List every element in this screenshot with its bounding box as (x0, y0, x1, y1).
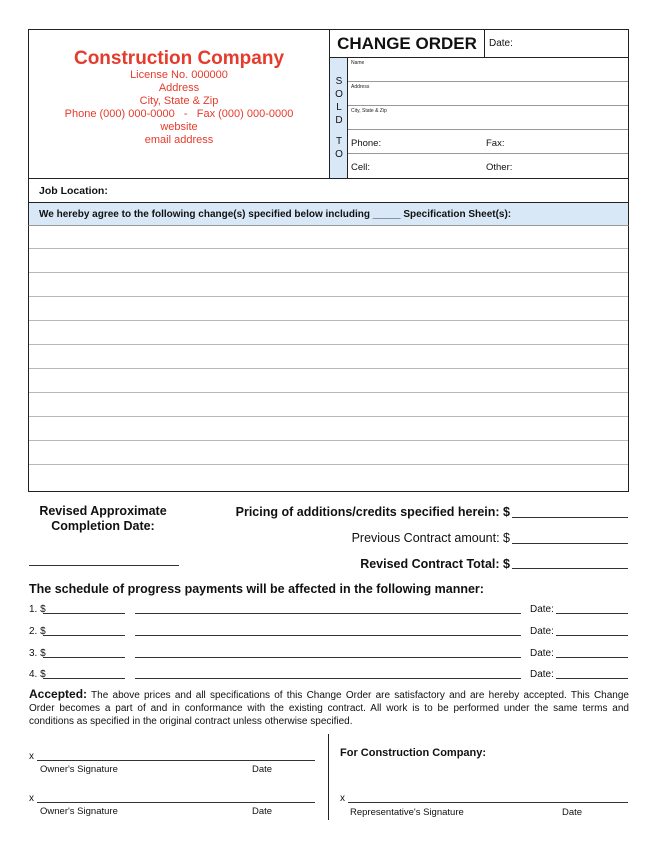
representative-signature-line[interactable] (348, 802, 628, 803)
sold-address-field[interactable] (348, 82, 628, 106)
header-box (28, 29, 629, 179)
description-line (29, 344, 628, 345)
form-title: CHANGE ORDER (329, 30, 484, 58)
company-city: City, State & Zip (139, 95, 219, 107)
company-address: Address (158, 82, 200, 94)
description-line (29, 392, 628, 393)
sold-letter: D (335, 115, 343, 126)
payment-amount-line[interactable] (43, 613, 125, 614)
description-line (29, 248, 628, 249)
revised-total-label: Revised Contract Total: $ (360, 557, 510, 571)
payment-amount-line[interactable] (43, 657, 125, 658)
additions-amount-line[interactable] (512, 517, 628, 518)
sold-name-field[interactable] (348, 58, 628, 82)
description-line (29, 368, 628, 369)
payment-description-line[interactable] (135, 678, 521, 679)
payment-amount-line[interactable] (43, 678, 125, 679)
description-line (29, 440, 628, 441)
acceptance-paragraph (29, 688, 629, 728)
sold-other-label: Other: (486, 162, 513, 173)
company-email: email address (144, 134, 214, 146)
sold-phone-row (348, 130, 628, 154)
sold-letter: T (335, 136, 343, 147)
payment-date-line[interactable] (556, 635, 628, 636)
sold-letter: O (335, 149, 343, 160)
payment-label: 4. $ (29, 669, 46, 680)
payment-description-line[interactable] (135, 657, 521, 658)
payment-date-label: Date: (530, 604, 554, 615)
description-line (29, 272, 628, 273)
payment-date-label: Date: (530, 669, 554, 680)
x-mark: x (340, 793, 345, 804)
completion-date-line[interactable] (29, 565, 179, 566)
owner-signature-label: Owner's Signature (40, 764, 118, 775)
x-mark: x (29, 751, 34, 762)
previous-amount-line[interactable] (512, 543, 628, 544)
accepted-heading: Accepted: (29, 687, 88, 701)
description-line (29, 464, 628, 465)
sold-address-label: Address (351, 84, 370, 90)
owner-date-label: Date (252, 806, 273, 817)
header-date-field[interactable] (484, 30, 628, 58)
company-signature-heading: For Construction Company: (340, 747, 487, 759)
change-description-area[interactable] (28, 226, 629, 492)
company-license: License No. 000000 (130, 69, 228, 81)
sold-letter: O (335, 89, 343, 100)
header-date-label: Date: (489, 38, 513, 49)
sold-cell-label: Cell: (351, 162, 371, 173)
job-location-field[interactable] (28, 179, 629, 203)
sold-fax-label: Fax: (486, 138, 505, 149)
previous-amount-label: Previous Contract amount: $ (351, 531, 510, 545)
payment-date-line[interactable] (556, 613, 628, 614)
payment-amount-line[interactable] (43, 635, 125, 636)
sold-letter: S (335, 76, 343, 87)
accepted-text: The above prices and all specifications of this Change Order are satisfactory and are hereby accepted. This Change Order becomes a part of and in conformance with the existing contract. All work is to be performed under the same terms and conditions as specified in the original contract unless otherwise specified. (29, 690, 629, 727)
x-mark: x (29, 793, 34, 804)
payment-label: 3. $ (29, 648, 46, 659)
payment-date-label: Date: (530, 648, 554, 659)
agreement-text: We hereby agree to the following change(s) specified below including _____ Specification Sheet(s): (39, 209, 512, 220)
sold-to-strip (329, 58, 348, 178)
company-website: website (160, 121, 198, 133)
representative-date-label: Date (562, 807, 583, 818)
agreement-row (28, 203, 629, 226)
payment-date-label: Date: (530, 626, 554, 637)
company-phone-fax: Phone (000) 000-0000 - Fax (000) 000-0000 (64, 108, 294, 120)
payment-label: 1. $ (29, 604, 46, 615)
revised-total-line[interactable] (512, 568, 628, 569)
sold-city-field[interactable] (348, 106, 628, 130)
payment-label: 2. $ (29, 626, 46, 637)
representative-signature-label: Representative's Signature (350, 807, 464, 818)
job-location-label: Job Location: (39, 185, 108, 197)
sold-cell-row (348, 154, 628, 178)
additions-label: Pricing of additions/credits specified herein: $ (235, 505, 510, 519)
owner-signature-line[interactable] (37, 802, 315, 803)
payment-date-line[interactable] (556, 678, 628, 679)
company-name: Construction Company (73, 48, 285, 69)
sold-letter: L (336, 102, 342, 113)
completion-label-line1: Revised Approximate (39, 504, 167, 518)
payment-description-line[interactable] (135, 635, 521, 636)
payment-description-line[interactable] (135, 613, 521, 614)
completion-label-line2: Completion Date: (51, 519, 155, 533)
owner-date-label: Date (252, 764, 273, 775)
schedule-heading: The schedule of progress payments will be affected in the following manner: (29, 582, 484, 596)
owner-signature-line[interactable] (37, 760, 315, 761)
sold-name-label: Name (351, 60, 365, 66)
payment-date-line[interactable] (556, 657, 628, 658)
signature-divider (328, 734, 329, 820)
description-line (29, 320, 628, 321)
owner-signature-label: Owner's Signature (40, 806, 118, 817)
description-line (29, 296, 628, 297)
sold-phone-label: Phone: (351, 138, 382, 149)
completion-label (28, 504, 178, 534)
sold-city-label: City, State & Zip (351, 108, 387, 114)
description-line (29, 416, 628, 417)
